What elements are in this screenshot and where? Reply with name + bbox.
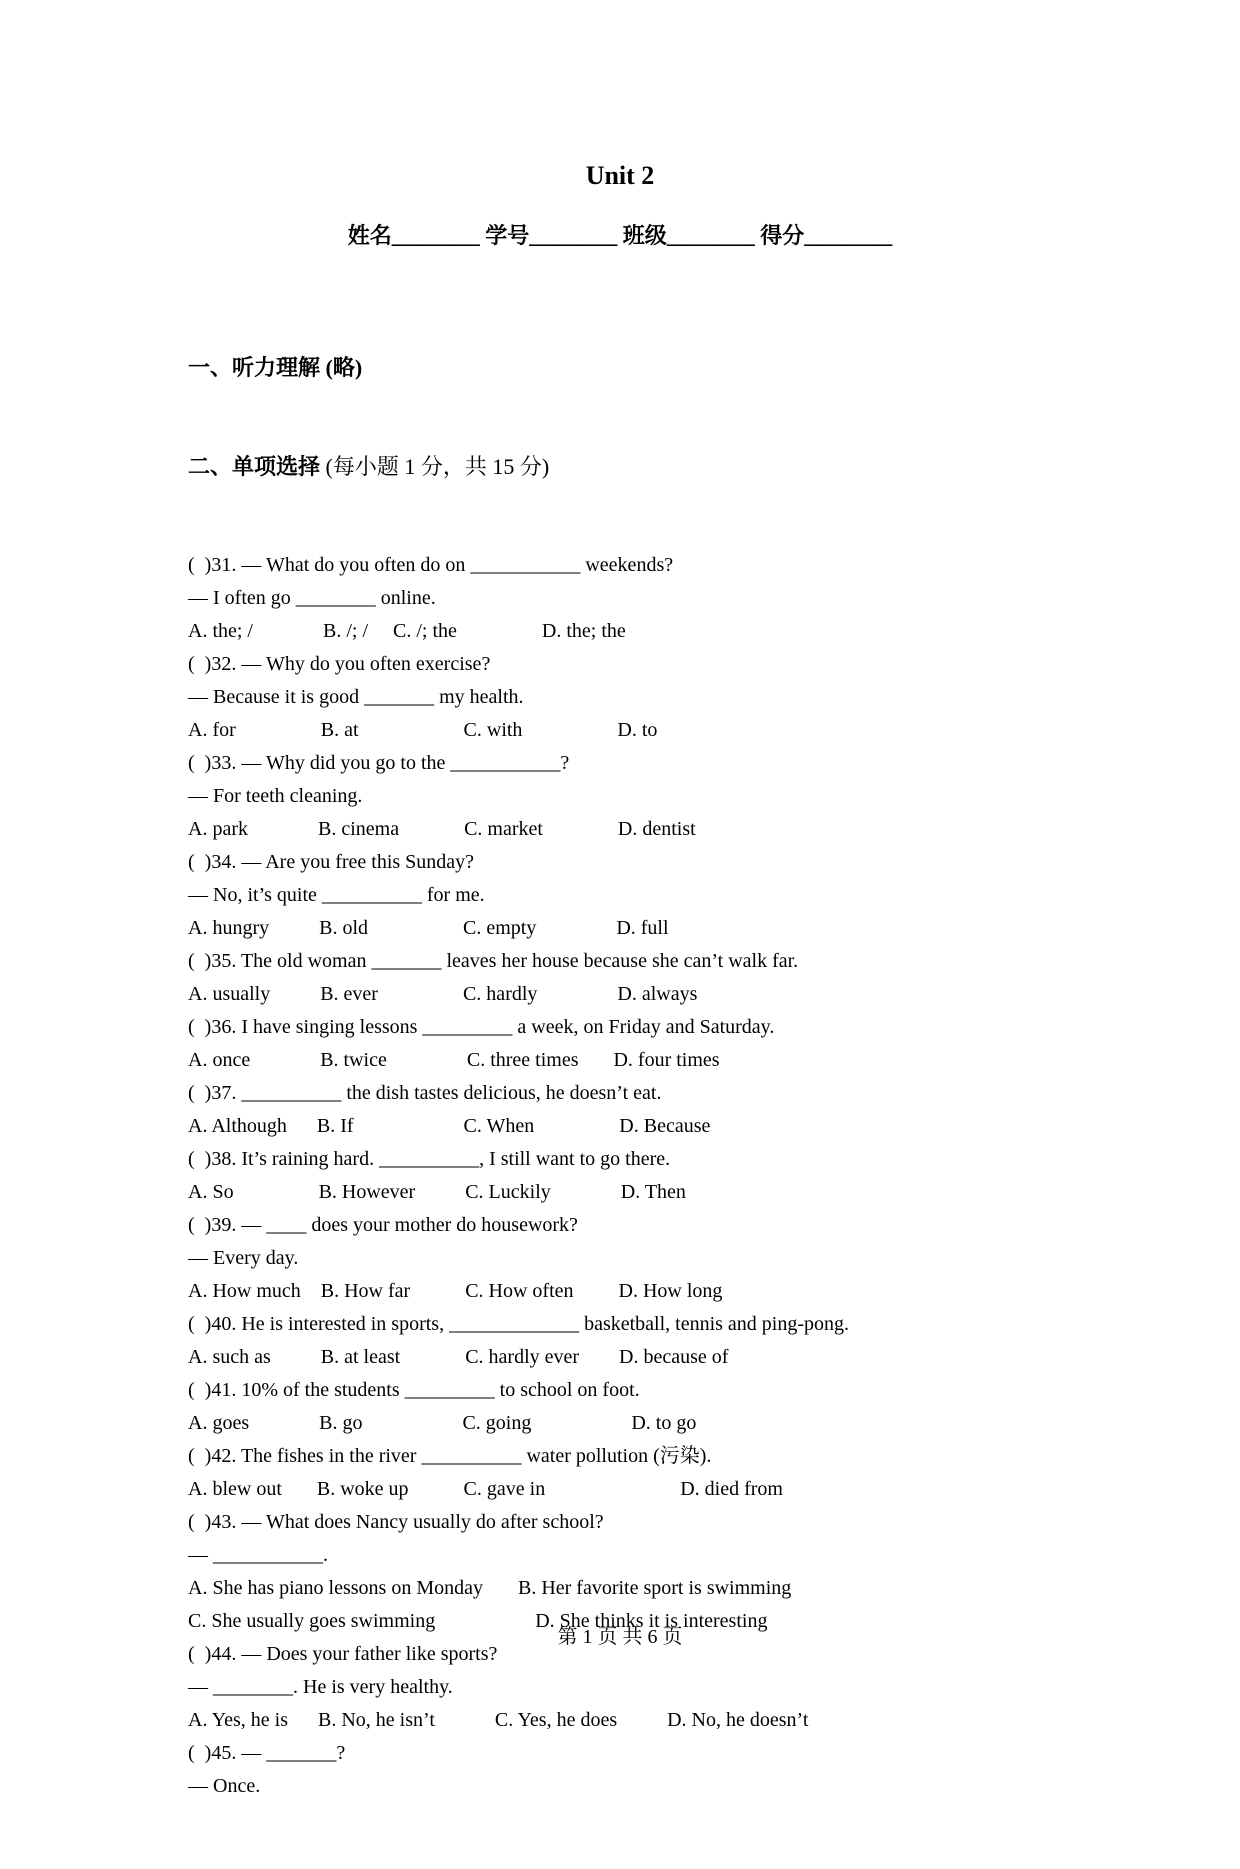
question-list: [188, 549, 1188, 1803]
exam-line: ( )35. The old woman _______ leaves her house because she can’t walk far.: [188, 950, 799, 972]
exam-line: A. goes B. go C. going D. to go: [188, 1412, 697, 1434]
exam-line: A. such as B. at least C. hardly ever D. because of: [188, 1346, 729, 1368]
exam-line: ( )39. — ____ does your mother do housework?: [188, 1214, 578, 1236]
exam-line: A. park B. cinema C. market D. dentist: [188, 818, 696, 840]
exam-line: ( )41. 10% of the students _________ to school on foot.: [188, 1379, 640, 1401]
exam-line: A. blew out B. woke up C. gave in D. died from: [188, 1478, 783, 1500]
page-number: 第 1 页 共 6 页: [557, 1626, 683, 1648]
page-title: Unit 2: [585, 161, 655, 190]
exam-line: — Every day.: [188, 1247, 299, 1269]
exam-line: — No, it’s quite __________ for me.: [188, 884, 485, 906]
exam-line: — Because it is good _______ my health.: [188, 686, 524, 708]
exam-line: A. How much B. How far C. How often D. How long: [188, 1280, 723, 1302]
exam-line: — Once.: [188, 1775, 261, 1797]
exam-line: A. for B. at C. with D. to: [188, 719, 658, 741]
exam-line: A. once B. twice C. three times D. four times: [188, 1049, 720, 1071]
exam-line: ( )37. __________ the dish tastes delicious, he doesn’t eat.: [188, 1082, 662, 1104]
exam-line: ( )34. — Are you free this Sunday?: [188, 851, 475, 873]
exam-line: — ________. He is very healthy.: [188, 1676, 453, 1698]
exam-line: A. Yes, he is B. No, he isn’t C. Yes, he does D. No, he doesn’t: [188, 1709, 809, 1731]
section-heading-listening: [188, 351, 1188, 384]
exam-line: ( )33. — Why did you go to the ___________?: [188, 752, 570, 774]
exam-line: C. She usually goes swimming D. She thinks it is interesting: [188, 1610, 768, 1632]
exam-line: ( )42. The fishes in the river __________ water pollution (污染).: [188, 1445, 712, 1467]
exam-line: ( )43. — What does Nancy usually do after school?: [188, 1511, 604, 1533]
exam-line: A. usually B. ever C. hardly D. always: [188, 983, 698, 1005]
exam-line: A. Although B. If C. When D. Because: [188, 1115, 711, 1137]
exam-line: — ___________.: [188, 1544, 328, 1566]
exam-line: ( )31. — What do you often do on ___________ weekends?: [188, 554, 674, 576]
exam-line: ( )45. — _______?: [188, 1742, 346, 1764]
exam-line: ( )40. He is interested in sports, _____________ basketball, tennis and ping-pong.: [188, 1313, 850, 1335]
section-heading-multiple-choice-label: 二、单项选择: [188, 454, 321, 479]
section-heading-listening-label: 一、听力理解 (略): [188, 355, 363, 380]
student-info-line: 姓名________ 学号________ 班级________ 得分________: [347, 223, 893, 248]
exam-line: A. hungry B. old C. empty D. full: [188, 917, 669, 939]
section-heading-multiple-choice-note: (每小题 1 分，共 15 分): [320, 454, 550, 479]
exam-line: ( )36. I have singing lessons _________ a week, on Friday and Saturday.: [188, 1016, 775, 1038]
exam-line: A. She has piano lessons on Monday B. Her favorite sport is swimming: [188, 1577, 792, 1599]
section-heading-multiple-choice: [188, 450, 1188, 483]
exam-line: — I often go ________ online.: [188, 587, 436, 609]
exam-line: — For teeth cleaning.: [188, 785, 363, 807]
exam-line: ( )44. — Does your father like sports?: [188, 1643, 498, 1665]
exam-line: ( )38. It’s raining hard. __________, I still want to go there.: [188, 1148, 671, 1170]
exam-line: A. So B. However C. Luckily D. Then: [188, 1181, 686, 1203]
exam-line: ( )32. — Why do you often exercise?: [188, 653, 491, 675]
exam-line: A. the; / B. /; / C. /; the D. the; the: [188, 620, 626, 642]
